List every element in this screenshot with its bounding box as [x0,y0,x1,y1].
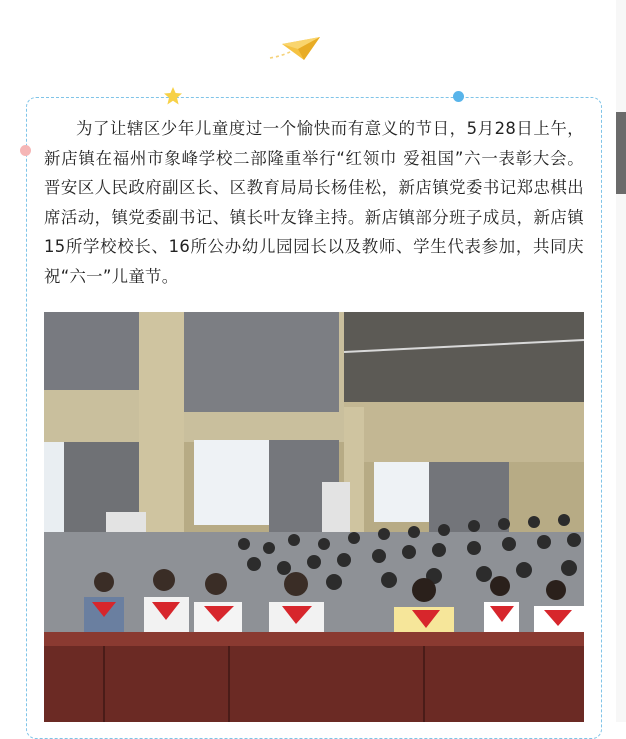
decorative-dot-pink [20,145,31,156]
paper-plane-icon [268,34,324,62]
article-paragraph: 为了让辖区少年儿童度过一个愉快而有意义的节日，5月28日上午，新店镇在福州市象峰学校二部隆重举行“红领巾 爱祖国”六一表彰大会。晋安区人民政府副区长、区教育局局长杨佳松，新店镇党委书记郑忠棋出席活动，镇党委副书记、镇长叶友锋主持。新店镇部分班子成员，新店镇15所学校校长、16所公办幼儿园园长以及教师、学生代表参加，共同庆祝“六一”儿童节。 [44,119,584,286]
scrollbar-track[interactable] [616,0,626,722]
event-photo [44,312,584,722]
star-icon [163,86,183,106]
decorative-dot-blue [453,91,464,102]
scrollbar-thumb[interactable] [616,112,626,194]
